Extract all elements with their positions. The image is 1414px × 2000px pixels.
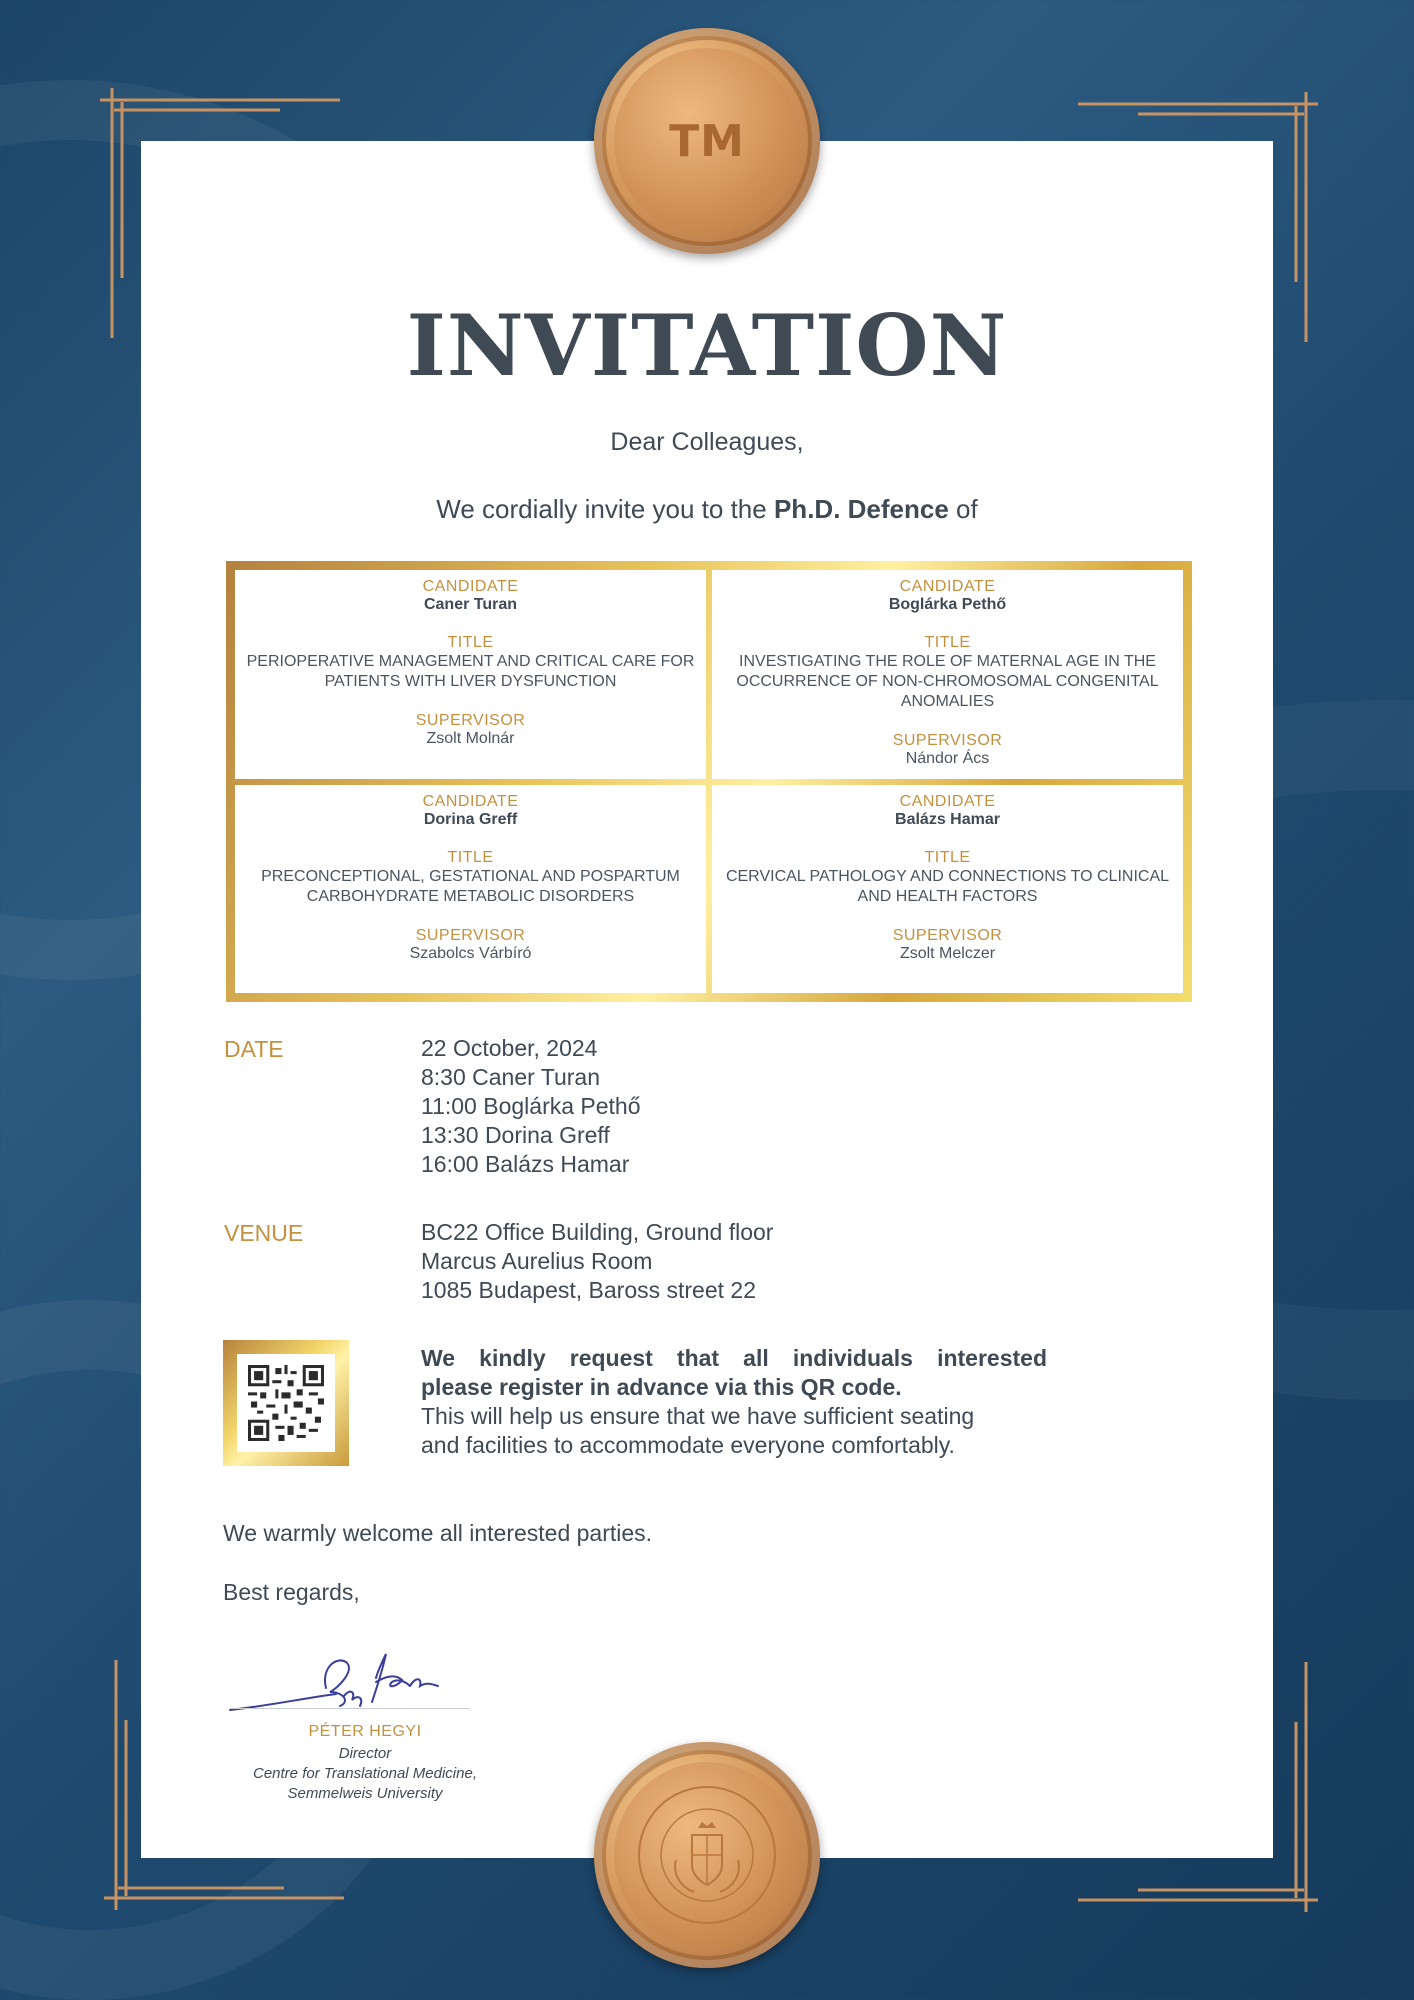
title-label: TITLE	[924, 634, 971, 651]
venue-line: Marcus Aurelius Room	[421, 1248, 653, 1274]
candidate-label: CANDIDATE	[899, 792, 996, 810]
supervisor-label: SUPERVISOR	[415, 926, 526, 944]
venue-line: 1085 Budapest, Baross street 22	[421, 1277, 756, 1303]
supervisor-label: SUPERVISOR	[415, 712, 526, 729]
request-bold-line: We kindly request that all individuals interested	[421, 1345, 1047, 1371]
candidate-name: Dorina Greff	[423, 810, 518, 828]
supervisor-label: SUPERVISOR	[892, 926, 1003, 944]
candidate-name: Boglárka Pethő	[888, 596, 1007, 613]
title-label: TITLE	[447, 848, 494, 866]
title-label: TITLE	[924, 848, 971, 866]
candidate-card	[712, 785, 1183, 994]
candidate-label: CANDIDATE	[422, 792, 519, 810]
regards-text: Best regards,	[223, 1579, 360, 1605]
page-title: INVITATION	[406, 296, 1008, 395]
request-line: and facilities to accommodate everyone comfortably.	[421, 1432, 955, 1458]
date-label: DATE	[224, 1036, 284, 1062]
signer-title: Director Centre for Translational Medicine, Semmelweis University	[253, 1745, 477, 1802]
date-line: 22 October, 2024	[421, 1035, 598, 1061]
candidate-card	[235, 570, 706, 779]
candidate-name: Balázs Hamar	[895, 810, 1000, 828]
candidate-label: CANDIDATE	[422, 578, 519, 595]
welcome-text: We warmly welcome all interested parties.	[223, 1520, 653, 1546]
seal-emblem-icon	[632, 1780, 782, 1930]
invite-line: We cordially invite you to the Ph.D. Defence of	[436, 494, 978, 524]
thesis-title: INVESTIGATING THE ROLE OF MATERNAL AGE IN THE OCCURRENCE OF NON-CHROMOSOMAL CONGENITAL ANOMALIES	[736, 653, 1159, 710]
signer-name: PÉTER HEGYI	[308, 1723, 422, 1740]
registration-qr-code[interactable]	[223, 1340, 349, 1466]
schedule-line: 8:30 Caner Turan	[421, 1064, 601, 1090]
date-schedule	[421, 1034, 641, 1179]
candidate-card	[712, 570, 1183, 779]
candidate-label: CANDIDATE	[899, 578, 996, 595]
university-seal	[594, 1742, 820, 1968]
request-line: This will help us ensure that we have sufficient seating	[421, 1403, 975, 1429]
supervisor-name: Szabolcs Várbíró	[409, 944, 532, 962]
ctm-logo: TM	[669, 115, 745, 167]
schedule-line: 13:30 Dorina Greff	[421, 1122, 610, 1148]
candidates-grid	[226, 561, 1192, 1002]
supervisor-name: Zsolt Melczer	[899, 944, 996, 962]
venue-label: VENUE	[224, 1220, 304, 1246]
signature-line	[230, 1708, 470, 1709]
venue-line: BC22 Office Building, Ground floor	[421, 1219, 774, 1245]
request-bold-line: please register in advance via this QR code.	[421, 1374, 902, 1400]
schedule-line: 11:00 Boglárka Pethő	[421, 1093, 641, 1119]
venue-address	[421, 1218, 773, 1305]
thesis-title: CERVICAL PATHOLOGY AND CONNECTIONS TO CLINICAL AND HEALTH FACTORS	[725, 867, 1170, 905]
qr-code-icon	[248, 1365, 324, 1441]
supervisor-name: Nándor Ács	[905, 750, 990, 767]
registration-request	[421, 1344, 1047, 1460]
supervisor-label: SUPERVISOR	[892, 732, 1003, 749]
schedule-line: 16:00 Balázs Hamar	[421, 1151, 630, 1177]
thesis-title: PERIOPERATIVE MANAGEMENT AND CRITICAL CARE FOR PATIENTS WITH LIVER DYSFUNCTION	[246, 653, 695, 690]
title-label: TITLE	[447, 634, 494, 651]
greeting: Dear Colleagues,	[610, 428, 804, 456]
candidate-card	[235, 785, 706, 994]
logo-medal	[594, 28, 820, 254]
supervisor-name: Zsolt Molnár	[426, 730, 515, 747]
candidate-name: Caner Turan	[423, 596, 518, 613]
thesis-title: PRECONCEPTIONAL, GESTATIONAL AND POSPARTUM CARBOHYDRATE METABOLIC DISORDERS	[261, 867, 680, 905]
